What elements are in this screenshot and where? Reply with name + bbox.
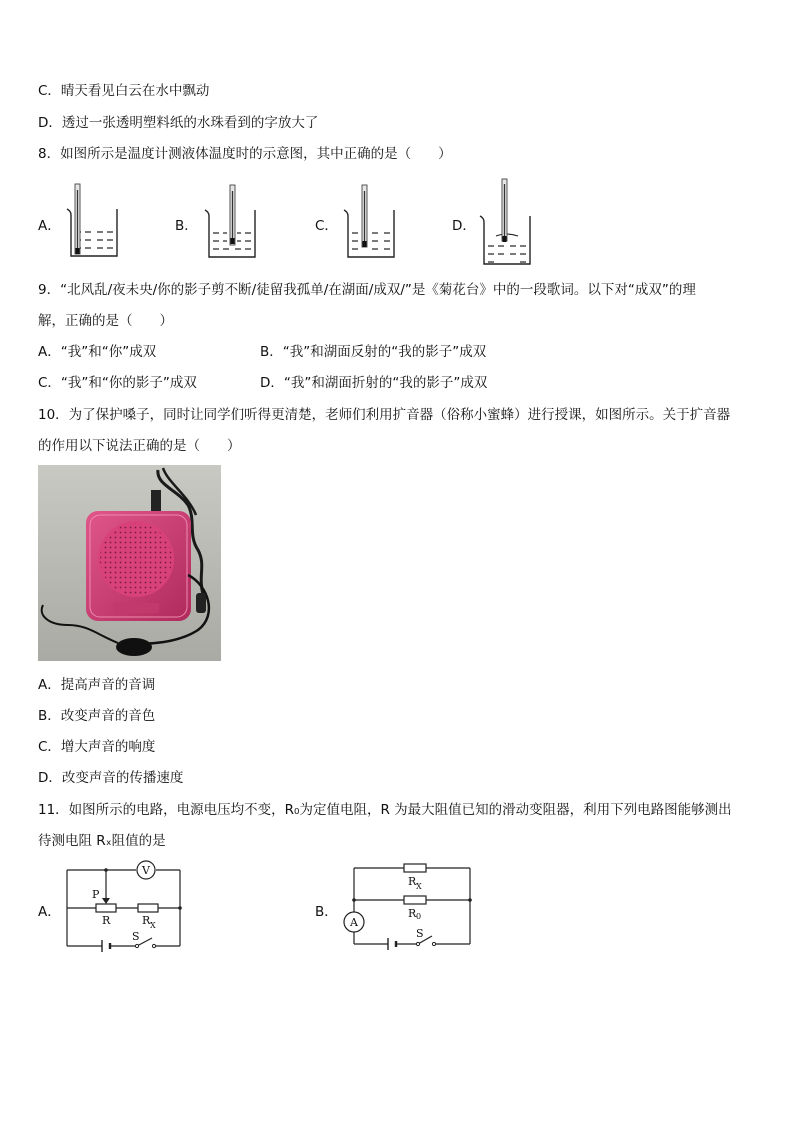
circuit-b-rx-label: R [408,875,417,888]
q11-label-b: B． [315,904,338,920]
q11-label-a: A． [38,904,61,920]
q8-stem: 8．如图所示是温度计测液体温度时的示意图，其中正确的是（ ） [38,146,452,162]
q8-label-c: C． [315,218,338,234]
circuit-a-slider-label: P [92,888,100,901]
circuit-b-switch-label: S [416,927,424,940]
q8-label-a: A． [38,218,61,234]
q10-stem-line1: 10．为了保护嗓子，同时让同学们听得更清楚，老师们利用扩音器（俗称小蜜蜂）进行授课，如图所示。关于扩音器 [38,407,731,423]
beaker-d-figure [478,178,538,268]
circuit-a-rheostat-label: R [102,914,111,927]
q10-option-c: C．增大声音的响度 [38,739,156,755]
amplifier-photo [38,465,221,661]
q9-option-a: A．“我”和“你”成双 [38,344,157,360]
q10-option-b: B．改变声音的音色 [38,708,156,724]
q11-stem-line2: 待测电阻 Rₓ阻值的是 [38,833,166,849]
circuit-a-voltmeter-label: V [142,864,150,877]
q11-stem-line1: 11．如图所示的电路，电源电压均不变，R₀为定值电阻，R 为最大阻值已知的滑动变阻器，利用下列电路图能够测出 [38,802,732,818]
q10-option-d: D．改变声音的传播速度 [38,770,184,786]
circuit-b-r0-label: R [408,907,417,920]
circuit-b-ammeter-label: A [350,916,358,929]
q9-option-d: D．“我”和湖面折射的“我的影子”成双 [260,375,488,391]
q7-option-d: D．透过一张透明塑料纸的水珠看到的字放大了 [38,115,319,131]
beaker-a-figure [65,182,125,260]
circuit-b-r0-subscript: 0 [416,912,422,921]
q9-stem-line2: 解，正确的是（ ） [38,313,173,329]
circuit-a-diagram [62,858,188,958]
beaker-c-figure [342,183,402,261]
q10-option-a: A．提高声音的音调 [38,677,156,693]
circuit-a-rx-label: R [142,914,151,927]
beaker-b-figure [203,183,263,261]
q8-label-d: D． [452,218,476,234]
q9-option-b: B．“我”和湖面反射的“我的影子”成双 [260,344,487,360]
q8-label-b: B． [175,218,198,234]
q7-option-c: C．晴天看见白云在水中飘动 [38,83,210,99]
circuit-a-switch-label: S [132,930,140,943]
circuit-b-rx-subscript: X [416,882,422,891]
circuit-a-rx-subscript: X [150,921,156,930]
q9-stem-line1: 9．“北风乱/夜未央/你的影子剪不断/徒留我孤单/在湖面/成双/”是《菊花台》中的一段歌词。以下对“成双”的理 [38,282,696,298]
circuit-b-diagram [340,860,480,956]
q9-option-c: C．“我”和“你的影子”成双 [38,375,197,391]
q10-stem-line2: 的作用以下说法正确的是（ ） [38,438,241,454]
